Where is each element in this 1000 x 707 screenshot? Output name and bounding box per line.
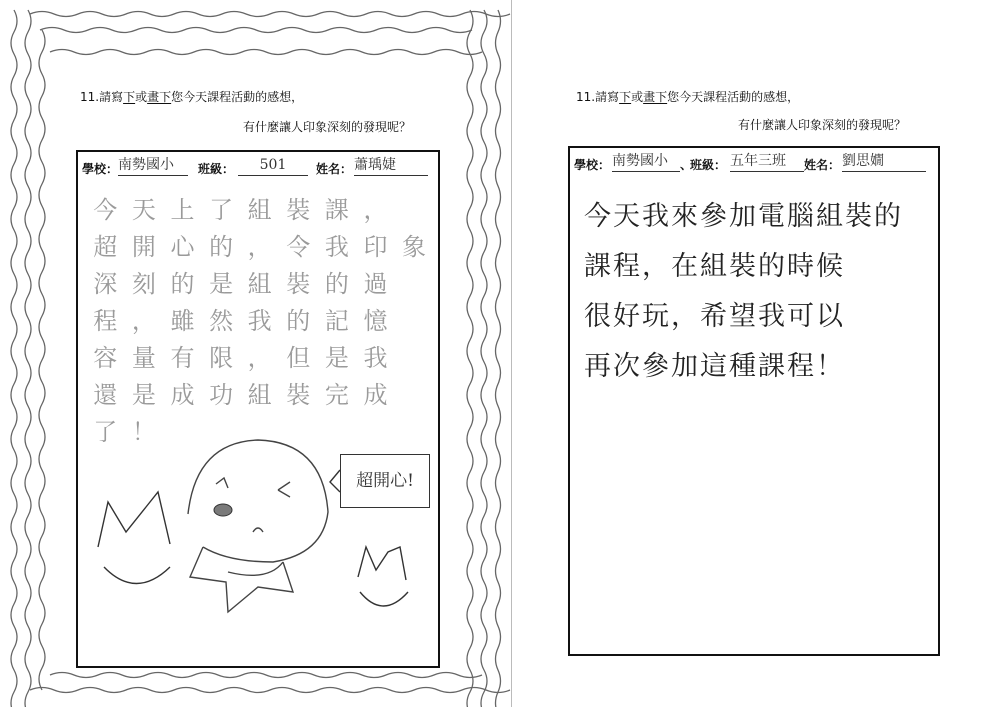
question-underlined-draw: 畫下 — [147, 90, 172, 104]
wavy-line — [467, 10, 473, 707]
essay-character: 印 — [363, 233, 388, 261]
cheek-blush-icon — [214, 504, 232, 516]
essay-character: 刻 — [131, 270, 156, 298]
question-underlined-write: 下 — [123, 90, 136, 104]
essay-character: 容 — [93, 344, 118, 372]
essay-character: 組 — [247, 381, 272, 409]
essay-character: 的 — [324, 270, 349, 298]
essay-character: 開 — [131, 233, 156, 261]
essay-character: 深 — [93, 270, 118, 298]
handwritten-essay — [584, 192, 903, 392]
essay-character: 心 — [170, 233, 195, 261]
question-prefix: 11.請寫 — [80, 90, 124, 104]
wavy-line — [11, 10, 17, 707]
essay-character: 限 — [209, 344, 234, 372]
essay-character: 憶 — [363, 307, 388, 335]
question-title — [576, 88, 799, 105]
essay-line: 再次參加這種課程！ — [584, 351, 845, 382]
doodle-drawing — [78, 152, 438, 666]
essay-character: 象 — [402, 233, 427, 261]
question-or: 或 — [135, 90, 148, 104]
essay-character: 我 — [363, 344, 388, 372]
wavy-line — [50, 673, 482, 678]
essay-character: 了 — [209, 196, 234, 224]
essay-character: 雖 — [170, 307, 195, 335]
essay-character: 裝 — [286, 381, 311, 409]
essay-character: ， — [247, 344, 272, 372]
essay-character: 了 — [93, 418, 118, 446]
essay-character: 完 — [324, 381, 349, 409]
essay-character: 量 — [131, 344, 156, 372]
essay-character: 的 — [170, 270, 195, 298]
essay-character: 天 — [131, 196, 156, 224]
name-field: 劉思嫺 — [842, 151, 926, 172]
essay-character: 是 — [324, 344, 349, 372]
essay-character: 的 — [209, 233, 234, 261]
essay-character: 有 — [170, 344, 195, 372]
question-or: 或 — [631, 90, 644, 104]
wavy-line — [25, 10, 31, 707]
question-subtitle: 有什麼讓人印象深刻的發現呢？ — [243, 120, 412, 134]
school-label: 學校： — [574, 158, 611, 172]
question-underlined-draw: 畫下 — [643, 90, 668, 104]
essay-character: 裝 — [286, 196, 311, 224]
class-field: 五年三班 — [730, 151, 804, 172]
wavy-line — [496, 10, 501, 707]
essay-character: 裝 — [286, 270, 311, 298]
essay-character: 還 — [93, 381, 118, 409]
class-label: 班級： — [690, 158, 727, 172]
essay-character: ， — [131, 307, 156, 335]
essay-character: 組 — [247, 270, 272, 298]
cat-doodle-left — [98, 492, 170, 584]
separator: 、 — [680, 158, 693, 172]
essay-line: 今天我來參加電腦組裝的 — [584, 201, 903, 232]
essay-character: 成 — [363, 381, 388, 409]
question-suffix: 您今天課程活動的感想， — [171, 90, 304, 104]
essay-line: 課程，在組裝的時候 — [584, 251, 845, 282]
essay-character: 今 — [93, 196, 118, 224]
essay-character: 我 — [324, 233, 349, 261]
cat-doodle-right — [358, 547, 408, 606]
essay-character: 程 — [93, 307, 118, 335]
essay-character: 成 — [170, 381, 195, 409]
essay-character: 是 — [209, 270, 234, 298]
name-label: 姓名： — [316, 162, 353, 176]
speech-bubble-text: 超開心! — [356, 471, 414, 491]
essay-character: 我 — [247, 307, 272, 335]
school-field: 南勢國小 — [612, 151, 680, 172]
speech-bubble — [340, 454, 430, 508]
essay-character: 但 — [286, 344, 311, 372]
essay-character: ， — [363, 196, 388, 224]
answer-box — [568, 146, 940, 656]
essay-character: ！ — [131, 418, 156, 446]
essay-character: 功 — [209, 381, 234, 409]
essay-character: 的 — [286, 307, 311, 335]
school-label: 學校： — [82, 162, 119, 176]
essay-character: 過 — [363, 270, 388, 298]
answer-box — [76, 150, 440, 668]
essay-character: ， — [247, 233, 272, 261]
round-face-doodle — [188, 440, 328, 612]
name-field: 蕭瑀婕 — [354, 155, 428, 176]
question-prefix: 11.請寫 — [576, 90, 620, 104]
question-suffix: 您今天課程活動的感想， — [667, 90, 800, 104]
right-worksheet-page — [512, 0, 1000, 707]
essay-character: 令 — [286, 233, 311, 261]
essay-character: 然 — [209, 307, 234, 335]
wavy-line — [40, 28, 472, 33]
wavy-line — [30, 12, 510, 17]
class-field: 501 — [238, 155, 308, 176]
name-label: 姓名： — [804, 158, 841, 172]
essay-character: 超 — [93, 233, 118, 261]
essay-character: 是 — [131, 381, 156, 409]
wavy-line — [39, 30, 45, 690]
wavy-line — [50, 50, 482, 55]
essay-character: 記 — [324, 307, 349, 335]
speech-bubble-tail — [330, 470, 340, 492]
wavy-line — [30, 688, 510, 693]
question-underlined-write: 下 — [619, 90, 632, 104]
essay-line: 很好玩，希望我可以 — [584, 301, 845, 332]
question-title — [80, 88, 303, 105]
essay-character: 組 — [247, 196, 272, 224]
question-subtitle: 有什麼讓人印象深刻的發現呢？ — [738, 118, 907, 132]
class-label: 班級： — [198, 162, 235, 176]
essay-character: 上 — [170, 196, 195, 224]
essay-character: 課 — [324, 196, 349, 224]
wavy-line — [481, 10, 487, 707]
school-field: 南勢國小 — [118, 155, 188, 176]
student-info-row — [570, 148, 938, 178]
